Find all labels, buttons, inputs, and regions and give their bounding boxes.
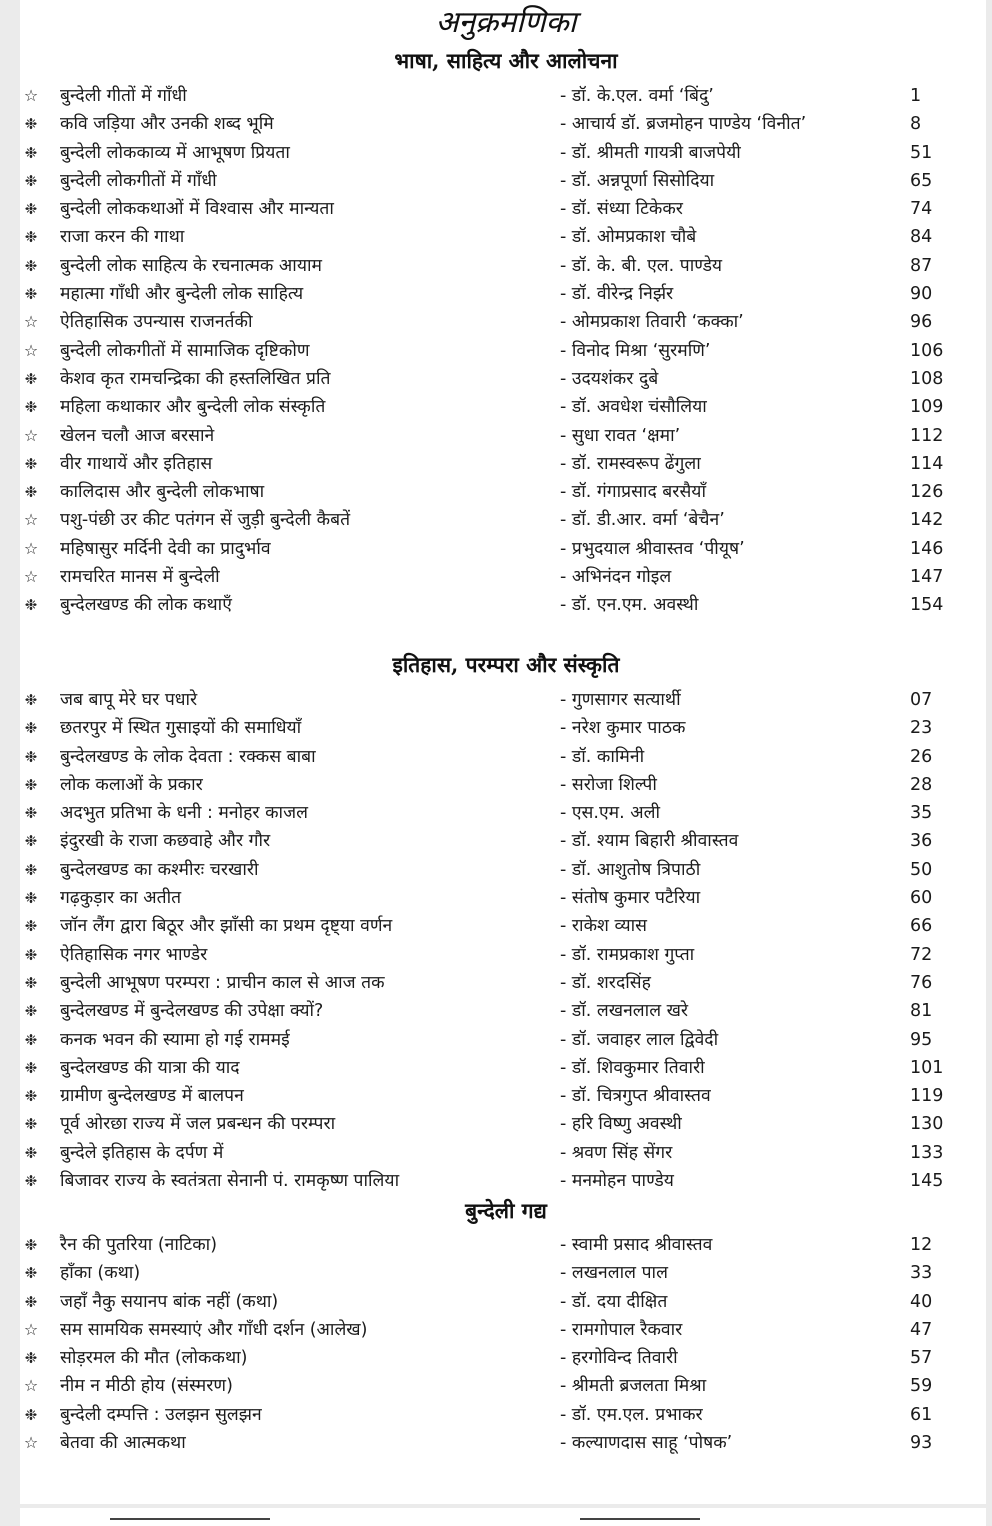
entry-title: बुन्देली लोकगीतों में सामाजिक दृष्टिकोण xyxy=(60,340,310,361)
entry-page-number: 114 xyxy=(910,453,944,474)
entry-author: - संतोष कुमार पटैरिया xyxy=(560,888,701,909)
entry-page-number: 07 xyxy=(910,690,933,710)
entry-page-number: 60 xyxy=(910,888,933,909)
toc-entry xyxy=(0,252,992,280)
entry-title: रामचरित मानस में बुन्देली xyxy=(60,567,220,588)
toc-entry xyxy=(0,139,992,167)
flower-bullet-icon: ❉ xyxy=(24,285,38,304)
entry-page-number: 50 xyxy=(910,859,933,880)
toc-entry xyxy=(0,393,992,421)
entry-page-number: 28 xyxy=(910,774,933,795)
entry-page-number: 142 xyxy=(910,510,944,531)
section-list-prose xyxy=(0,1231,992,1457)
entry-author: - डॉ. रामप्रकाश गुप्ता xyxy=(560,944,695,965)
entry-title: महात्मा गाँधी और बुन्देली लोक साहित्य xyxy=(60,284,304,305)
flower-bullet-icon: ❉ xyxy=(24,691,38,709)
flower-bullet-icon: ❉ xyxy=(24,973,38,992)
entry-title: कालिदास और बुन्देली लोकभाषा xyxy=(60,482,265,503)
entry-title: बुन्देली लोककाव्य में आभूषण प्रियता xyxy=(60,142,290,163)
flower-bullet-icon: ❉ xyxy=(24,1292,38,1311)
toc-entry xyxy=(0,422,992,450)
entry-title: बिजावर राज्य के स्वतंत्रता सेनानी पं. रामकृष्ण पालिया xyxy=(60,1171,400,1192)
entry-author: - डॉ. ओमप्रकाश चौबे xyxy=(560,227,697,248)
entry-author: - डॉ. दया दीक्षित xyxy=(560,1291,668,1312)
entry-page-number: 101 xyxy=(910,1057,944,1078)
toc-entry xyxy=(0,714,992,742)
flower-bullet-icon: ❉ xyxy=(24,860,38,879)
entry-title: लोक कलाओं के प्रकार xyxy=(60,774,203,795)
entry-author: - डॉ. चित्रगुप्त श्रीवास्तव xyxy=(560,1086,711,1107)
entry-author: - डॉ. जवाहर लाल द्विवेदी xyxy=(560,1029,719,1050)
entry-author: - डॉ. लखनलाल खरे xyxy=(560,1001,689,1022)
entry-title: जहाँ नैकु सयानप बांक नहीं (कथा) xyxy=(60,1291,279,1312)
entry-title: बुन्देली लोक साहित्य के रचनात्मक आयाम xyxy=(60,255,322,276)
entry-page-number: 133 xyxy=(910,1142,944,1163)
flower-bullet-icon: ❉ xyxy=(24,228,38,247)
entry-author: - डॉ. के. बी. एल. पाण्डेय xyxy=(560,255,723,276)
entry-page-number: 26 xyxy=(910,746,933,767)
entry-page-number: 96 xyxy=(910,312,933,333)
toc-entry xyxy=(0,110,992,138)
entry-author: - लखनलाल पाल xyxy=(560,1263,668,1284)
entry-page-number: 106 xyxy=(910,340,944,361)
entry-author: - डॉ. अवधेश चंसौलिया xyxy=(560,397,707,418)
entry-title: सम सामयिक समस्याएं और गाँधी दर्शन (आलेख) xyxy=(60,1319,368,1340)
entry-page-number: 47 xyxy=(910,1319,933,1340)
entry-page-number: 87 xyxy=(910,255,933,276)
entry-title: पूर्व ओरछा राज्य में जल प्रबन्धन की परम्परा xyxy=(60,1114,336,1135)
toc-entry xyxy=(0,365,992,393)
section-title-prose: बुन्देली गद्य xyxy=(465,1198,547,1223)
entry-title: गढ़कुड़ार का अतीत xyxy=(60,888,182,909)
entry-page-number: 81 xyxy=(910,1001,933,1022)
section-list-history xyxy=(0,686,992,1195)
entry-author: - हरगोविन्द तिवारी xyxy=(560,1348,678,1369)
flower-bullet-icon: ❉ xyxy=(24,775,38,794)
toc-entry xyxy=(0,912,992,940)
toc-entry xyxy=(0,969,992,997)
section-list-literature xyxy=(0,82,992,620)
entry-author: - ओमप्रकाश तिवारी ‘कक्का’ xyxy=(560,312,744,333)
flower-bullet-icon: ❉ xyxy=(24,1143,38,1162)
entry-page-number: 51 xyxy=(910,142,933,163)
entry-title: बुन्देली दम्पत्ति : उलझन सुलझन xyxy=(60,1404,262,1425)
toc-entry xyxy=(0,1259,992,1287)
entry-author: - सुधा रावत ‘क्षमा’ xyxy=(560,425,681,446)
entry-title: बुन्देली लोककथाओं में विश्वास और मान्यता xyxy=(60,199,334,220)
flower-bullet-icon: ❉ xyxy=(24,143,38,162)
entry-author: - डॉ. डी.आर. वर्मा ‘बेचैन’ xyxy=(560,510,725,531)
toc-entry xyxy=(0,195,992,223)
entry-title: महिषासुर मर्दिनी देवी का प्रादुर्भाव xyxy=(60,538,271,559)
entry-title: ऐतिहासिक नगर भाण्डेर xyxy=(60,944,208,965)
entry-title: बुन्देले इतिहास के दर्पण में xyxy=(60,1142,224,1163)
entry-author: - रामगोपाल रैकवार xyxy=(560,1319,683,1340)
entry-page-number: 72 xyxy=(910,944,933,965)
entry-page-number: 108 xyxy=(910,368,944,389)
entry-page-number: 146 xyxy=(910,538,944,559)
entry-author: - सरोजा शिल्पी xyxy=(560,774,657,795)
toc-entry xyxy=(0,884,992,912)
toc-entry xyxy=(0,223,992,251)
toc-entry xyxy=(0,506,992,534)
flower-bullet-icon: ❉ xyxy=(24,945,38,964)
toc-entry xyxy=(0,997,992,1025)
flower-bullet-icon: ❉ xyxy=(24,1115,38,1134)
flower-bullet-icon: ❉ xyxy=(24,889,38,908)
toc-entry xyxy=(0,337,992,365)
toc-entry xyxy=(0,535,992,563)
star-bullet-icon: ☆ xyxy=(23,312,39,332)
entry-author: - डॉ. कामिनी xyxy=(560,746,645,767)
toc-entry xyxy=(0,1139,992,1167)
entry-author: - डॉ. वीरेन्द्र निर्झर xyxy=(560,284,674,305)
entry-page-number: 130 xyxy=(910,1114,944,1135)
flower-bullet-icon: ❉ xyxy=(24,917,38,936)
flower-bullet-icon: ❉ xyxy=(24,454,38,473)
flower-bullet-icon: ❉ xyxy=(24,1172,38,1191)
entry-title: छतरपुर में स्थित गुसाइयों की समाधियाँ xyxy=(60,718,302,739)
toc-entry xyxy=(0,563,992,591)
entry-author: - डॉ. आशुतोष त्रिपाठी xyxy=(560,859,701,880)
entry-author: - अभिनंदन गोइल xyxy=(560,567,672,588)
star-bullet-icon: ☆ xyxy=(23,567,39,587)
star-bullet-icon: ☆ xyxy=(23,538,39,558)
entry-title: अदभुत प्रतिभा के धनी : मनोहर काजल xyxy=(60,803,308,824)
toc-entry xyxy=(0,686,992,714)
entry-author: - गुणसागर सत्यार्थी xyxy=(560,690,681,710)
entry-title: जॉन लैंग द्वारा बिठूर और झाँसी का प्रथम दृष्ट्या वर्णन xyxy=(60,916,393,937)
star-bullet-icon: ☆ xyxy=(23,340,39,360)
entry-title: सोड़रमल की मौत (लोककथा) xyxy=(60,1348,248,1369)
flower-bullet-icon: ❉ xyxy=(24,200,38,219)
entry-page-number: 112 xyxy=(910,425,944,446)
entry-page-number: 76 xyxy=(910,972,933,993)
entry-title: बुन्देलखण्ड का कश्मीरः चरखारी xyxy=(60,859,259,880)
flower-bullet-icon: ❉ xyxy=(24,1087,38,1106)
flower-bullet-icon: ❉ xyxy=(24,1264,38,1283)
entry-title: केशव कृत रामचन्द्रिका की हस्तलिखित प्रति xyxy=(60,368,331,389)
entry-author: - नरेश कुमार पाठक xyxy=(560,718,686,739)
entry-author: - श्रवण सिंह सेंगर xyxy=(560,1142,673,1163)
toc-entry xyxy=(0,450,992,478)
next-page-fragment xyxy=(20,1508,986,1526)
entry-page-number: 66 xyxy=(910,916,933,937)
entry-title: पशु-पंछी उर कीट पतंगन सें जुड़ी बुन्देली कैबतें xyxy=(60,510,351,531)
entry-title: बुन्देलखण्ड के लोक देवता : रक्कस बाबा xyxy=(60,746,316,767)
entry-page-number: 59 xyxy=(910,1376,933,1397)
toc-entry xyxy=(0,1054,992,1082)
toc-entry xyxy=(0,82,992,110)
toc-entry xyxy=(0,1429,992,1457)
toc-entry xyxy=(0,1082,992,1110)
entry-author: - डॉ. रामस्वरूप ढेंगुला xyxy=(560,453,701,474)
entry-page-number: 57 xyxy=(910,1348,933,1369)
toc-entry xyxy=(0,743,992,771)
entry-page-number: 35 xyxy=(910,803,933,824)
flower-bullet-icon: ❉ xyxy=(24,719,38,738)
entry-page-number: 147 xyxy=(910,567,944,588)
toc-entry xyxy=(0,478,992,506)
entry-page-number: 33 xyxy=(910,1263,933,1284)
entry-page-number: 40 xyxy=(910,1291,933,1312)
toc-entry xyxy=(0,1231,992,1259)
entry-author: - उदयशंकर दुबे xyxy=(560,368,659,389)
toc-entry xyxy=(0,856,992,884)
flower-bullet-icon: ❉ xyxy=(24,1058,38,1077)
flower-bullet-icon: ❉ xyxy=(24,483,38,502)
entry-author: - डॉ. अन्नपूर्णा सिसोदिया xyxy=(560,170,715,191)
entry-page-number: 119 xyxy=(910,1086,944,1107)
flower-bullet-icon: ❉ xyxy=(24,171,38,190)
section-title-history: इतिहास, परम्परा और संस्कृति xyxy=(392,652,620,677)
entry-page-number: 93 xyxy=(910,1433,933,1454)
toc-entry xyxy=(0,827,992,855)
entry-page-number: 36 xyxy=(910,831,933,852)
entry-author: - डॉ. एन.एम. अवस्थी xyxy=(560,595,699,616)
entry-author: - प्रभुदयाल श्रीवास्तव ‘पीयूष’ xyxy=(560,538,745,559)
entry-page-number: 126 xyxy=(910,482,944,503)
entry-title: ऐतिहासिक उपन्यास राजनर्तकी xyxy=(60,312,253,333)
entry-page-number: 154 xyxy=(910,595,944,616)
entry-page-number: 145 xyxy=(910,1171,944,1192)
entry-page-number: 8 xyxy=(910,114,922,135)
entry-title: राजा करन की गाथा xyxy=(60,227,185,248)
entry-author: - श्रीमती ब्रजलता मिश्रा xyxy=(560,1376,707,1397)
entry-title: बुन्देली आभूषण परम्परा : प्राचीन काल से आज तक xyxy=(60,972,385,993)
entry-title: बुन्देलखण्ड में बुन्देलखण्ड की उपेक्षा क्यों? xyxy=(60,1001,324,1022)
entry-title: बुन्देली गीतों में गाँधी xyxy=(60,86,187,106)
flower-bullet-icon: ❉ xyxy=(24,832,38,851)
entry-author: - डॉ. संध्या टिकेकर xyxy=(560,199,683,220)
toc-entry xyxy=(0,1026,992,1054)
toc-entry xyxy=(0,591,992,619)
entry-page-number: 61 xyxy=(910,1404,933,1425)
page-title: अनुक्रमणिका xyxy=(435,5,577,40)
flower-bullet-icon: ❉ xyxy=(24,804,38,823)
entry-author: - आचार्य डॉ. ब्रजमोहन पाण्डेय ‘विनीत’ xyxy=(560,114,807,135)
entry-title: बुन्देलखण्ड की लोक कथाएँ xyxy=(60,595,232,616)
entry-page-number: 90 xyxy=(910,284,933,305)
toc-entry xyxy=(0,1167,992,1195)
entry-page-number: 109 xyxy=(910,397,944,418)
entry-title: बेतवा की आत्मकथा xyxy=(60,1433,186,1454)
entry-title: हाँका (कथा) xyxy=(60,1263,141,1284)
toc-entry xyxy=(0,308,992,336)
entry-author: - मनमोहन पाण्डेय xyxy=(560,1171,674,1192)
entry-title: कनक भवन की स्यामा हो गई राममई xyxy=(60,1029,290,1050)
entry-author: - डॉ. गंगाप्रसाद बरसैयाँ xyxy=(560,482,706,503)
toc-entry xyxy=(0,1288,992,1316)
entry-page-number: 74 xyxy=(910,199,933,220)
flower-bullet-icon: ❉ xyxy=(24,1405,38,1424)
entry-page-number: 95 xyxy=(910,1029,933,1050)
entry-author: - डॉ. एम.एल. प्रभाकर xyxy=(560,1404,703,1425)
flower-bullet-icon: ❉ xyxy=(24,1349,38,1368)
flower-bullet-icon: ❉ xyxy=(24,369,38,388)
toc-entry xyxy=(0,167,992,195)
entry-author: - विनोद मिश्रा ‘सुरमणि’ xyxy=(560,340,711,361)
entry-title: रैन की पुतरिया (नाटिका) xyxy=(60,1235,218,1255)
flower-bullet-icon: ❉ xyxy=(24,1236,38,1254)
entry-author: - स्वामी प्रसाद श्रीवास्तव xyxy=(560,1235,713,1255)
entry-author: - डॉ. श्याम बिहारी श्रीवास्तव xyxy=(560,831,739,852)
entry-title: बुन्देली लोकगीतों में गाँधी xyxy=(60,170,217,191)
flower-bullet-icon: ❉ xyxy=(24,115,38,134)
flower-bullet-icon: ❉ xyxy=(24,256,38,275)
entry-page-number: 1 xyxy=(910,86,922,106)
entry-author: - डॉ. श्रीमती गायत्री बाजपेयी xyxy=(560,142,741,163)
entry-author: - हरि विष्णु अवस्थी xyxy=(560,1114,682,1135)
entry-author: - कल्याणदास साहू ‘पोषक’ xyxy=(560,1433,733,1454)
toc-entry xyxy=(0,1110,992,1138)
entry-author: - डॉ. के.एल. वर्मा ‘बिंदु’ xyxy=(560,86,714,106)
flower-bullet-icon: ❉ xyxy=(24,1030,38,1049)
entry-title: कवि जड़िया और उनकी शब्द भूमि xyxy=(60,114,274,135)
star-bullet-icon: ☆ xyxy=(23,86,39,105)
entry-title: वीर गाथायें और इतिहास xyxy=(60,453,213,474)
toc-entry xyxy=(0,280,992,308)
entry-page-number: 23 xyxy=(910,718,933,739)
star-bullet-icon: ☆ xyxy=(23,1319,39,1339)
entry-title: बुन्देलखण्ड की यात्रा की याद xyxy=(60,1057,240,1078)
toc-entry xyxy=(0,941,992,969)
entry-title: खेलन चलौ आज बरसाने xyxy=(60,425,215,446)
toc-entry xyxy=(0,1401,992,1429)
flower-bullet-icon: ❉ xyxy=(24,596,38,615)
entry-title: ग्रामीण बुन्देलखण्ड में बालपन xyxy=(60,1086,244,1107)
entry-author: - एस.एम. अली xyxy=(560,803,660,824)
entry-page-number: 12 xyxy=(910,1235,933,1255)
entry-title: नीम न मीठी होय (संस्मरण) xyxy=(60,1376,233,1397)
flower-bullet-icon: ❉ xyxy=(24,1002,38,1021)
star-bullet-icon: ☆ xyxy=(23,1433,39,1453)
entry-title: इंदुरखी के राजा कछवाहे और गौर xyxy=(60,831,271,852)
toc-entry xyxy=(0,1372,992,1400)
toc-entry xyxy=(0,771,992,799)
flower-bullet-icon: ❉ xyxy=(24,398,38,417)
toc-entry xyxy=(0,1344,992,1372)
entry-page-number: 84 xyxy=(910,227,933,248)
entry-author: - डॉ. शरदसिंह xyxy=(560,972,651,993)
entry-author: - डॉ. शिवकुमार तिवारी xyxy=(560,1057,705,1078)
section-title-literature: भाषा, साहित्य और आलोचना xyxy=(394,48,618,73)
flower-bullet-icon: ❉ xyxy=(24,747,38,766)
star-bullet-icon: ☆ xyxy=(23,1376,39,1396)
entry-author: - राकेश व्यास xyxy=(560,916,647,937)
star-bullet-icon: ☆ xyxy=(23,425,39,445)
entry-page-number: 65 xyxy=(910,170,933,191)
toc-entry xyxy=(0,799,992,827)
toc-entry xyxy=(0,1316,992,1344)
star-bullet-icon: ☆ xyxy=(23,510,39,530)
entry-title: जब बापू मेरे घर पधारे xyxy=(60,690,198,710)
entry-title: महिला कथाकार और बुन्देली लोक संस्कृति xyxy=(60,397,326,418)
